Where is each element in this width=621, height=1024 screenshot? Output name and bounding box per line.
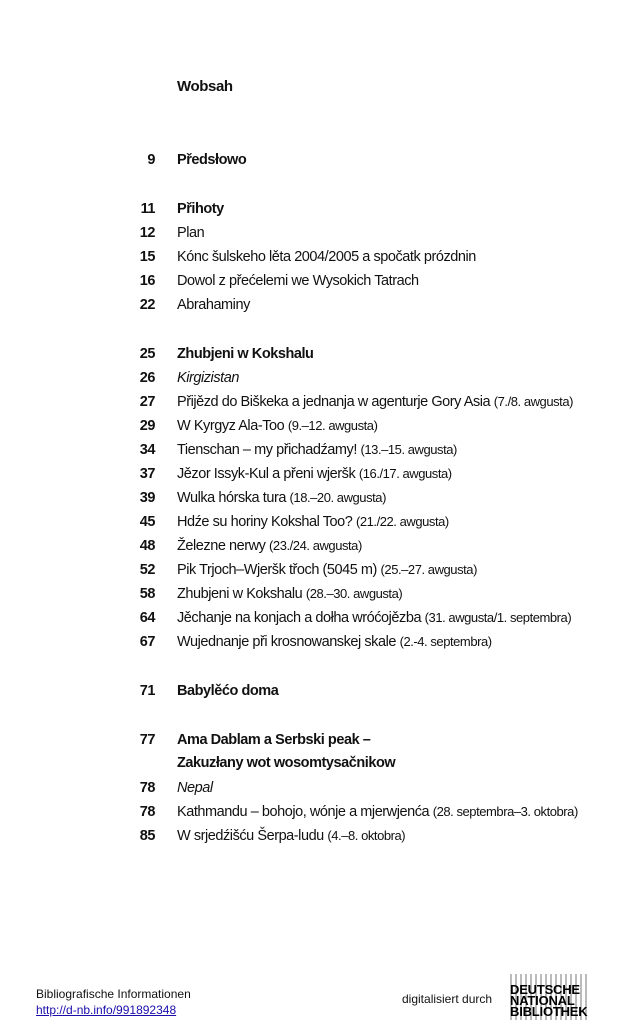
- toc-entry-text: [177, 294, 250, 316]
- toc-page-number: 15: [139, 249, 155, 265]
- toc-entry-text: [177, 825, 405, 847]
- toc-entry-dates: (9.–12. awgusta): [287, 418, 378, 433]
- toc-entry-text: [177, 149, 246, 171]
- toc-page-number: 34: [139, 442, 155, 458]
- toc-page-number: 29: [139, 418, 155, 434]
- toc-page-number: 78: [139, 780, 155, 796]
- toc-page-number: 58: [139, 586, 155, 602]
- toc-page-number: 25: [139, 346, 155, 362]
- toc-page-number: 67: [139, 634, 155, 650]
- toc-entry-text: [177, 631, 492, 653]
- toc-entry-title: Přijězd do Biškeka a jednanja w agenturje Gory Asia: [177, 394, 491, 410]
- toc-page-number: 45: [139, 514, 155, 530]
- toc-entry-dates: (4.–8. oktobra): [327, 828, 406, 843]
- bibliographic-label: Bibliografische Informationen: [36, 987, 191, 1001]
- toc-entry-title: Babylěćo doma: [177, 683, 279, 699]
- toc-entry-text: [177, 439, 457, 461]
- toc-entry-title: Zakuzłany wot wosomtysačnikow: [177, 755, 396, 771]
- toc-entry-title: Tienschan – my přichadźamy!: [177, 442, 357, 458]
- toc-entry-dates: (28. septembra–3. oktobra): [432, 804, 578, 819]
- toc-entry-dates: (7./8. awgusta): [493, 394, 573, 409]
- toc-entry-dates: (2.-4. septembra): [399, 634, 492, 649]
- toc-entry-dates: (31. awgusta/1. septembra): [424, 610, 572, 625]
- toc-page-number: 37: [139, 466, 155, 482]
- toc-entry-title: Kirgizistan: [177, 370, 239, 386]
- toc-entry-dates: (25.–27. awgusta): [380, 562, 477, 577]
- toc-entry-title: Plan: [177, 225, 205, 241]
- toc-page-number: 12: [139, 225, 155, 241]
- toc-entry-title: Kónc šulskeho lěta 2004/2005 a spočatk prózdnin: [177, 249, 476, 265]
- dnb-logo-word: DEUTSCHE: [510, 982, 580, 997]
- toc-entry-title: W Kyrgyz Ala-Too: [177, 418, 285, 434]
- toc-entry-text: [177, 680, 278, 702]
- toc-entry-title: Hdźe su horiny Kokshal Too?: [177, 514, 353, 530]
- toc-entry-title: Nepal: [177, 780, 213, 796]
- toc-page-number: 11: [140, 201, 155, 217]
- toc-entry-text: [177, 801, 578, 823]
- toc-entry-title: Zhubjeni w Kokshalu: [177, 346, 314, 362]
- toc-page-number: 85: [139, 828, 155, 844]
- toc-entry-dates: (18.–20. awgusta): [289, 490, 386, 505]
- toc-entry-text: [177, 222, 204, 244]
- toc-entry-text: [177, 777, 213, 799]
- toc-page-number: 16: [139, 273, 155, 289]
- toc-entry-text: [177, 198, 224, 220]
- toc-entry-title: Zhubjeni w Kokshalu: [177, 586, 303, 602]
- toc-entry-text: [177, 246, 476, 268]
- toc-entry-text: [177, 270, 419, 292]
- toc-entry-text: [177, 415, 377, 437]
- toc-entry-text: [177, 487, 386, 509]
- toc-entry-title: Předsłowo: [177, 152, 247, 168]
- toc-entry-text: [177, 511, 449, 533]
- toc-entry-text: [177, 343, 313, 365]
- toc-entry-text: [177, 391, 573, 413]
- bibliographic-info: [36, 986, 191, 1018]
- toc-entry-text: [177, 752, 395, 774]
- toc-entry-title: Kathmandu – bohojo, wónje a mjerwjenća: [177, 804, 430, 820]
- toc-entry-title: Wujednanje při krosnowanskej skale: [177, 634, 396, 650]
- toc-entry-text: [177, 607, 571, 629]
- toc-entry-title: Pik Trjoch–Wjeršk třoch (5045 m): [177, 562, 377, 578]
- toc-page-number: 27: [139, 394, 155, 410]
- toc-page-number: 39: [139, 490, 155, 506]
- toc-entry-title: Přihoty: [177, 201, 224, 217]
- toc-entry-title: Ama Dablam a Serbski peak –: [177, 732, 371, 748]
- toc-entry-text: [177, 535, 362, 557]
- dnb-logo-word: NATIONAL: [510, 993, 575, 1008]
- toc-entry-text: [177, 729, 370, 751]
- toc-page-number: 64: [139, 610, 155, 626]
- toc-entry-text: [177, 463, 452, 485]
- toc-page-number: 48: [139, 538, 155, 554]
- toc-entry-dates: (23./24. awgusta): [269, 538, 362, 553]
- toc-entry-title: Dowol z přećelemi we Wysokich Tatrach: [177, 273, 419, 289]
- toc-entry-dates: (16./17. awgusta): [358, 466, 452, 481]
- toc-entry-text: [177, 367, 239, 389]
- toc-entry-dates: (13.–15. awgusta): [360, 442, 457, 457]
- digitalized-by-label: digitalisiert durch: [402, 992, 493, 1006]
- dnb-logo-word: BIBLIOTHEK: [510, 1004, 588, 1019]
- toc-page-number: 71: [139, 683, 155, 699]
- toc-entry-dates: (21./22. awgusta): [355, 514, 449, 529]
- toc-entry-text: [177, 559, 477, 581]
- toc-title: Wobsah: [177, 78, 233, 95]
- dnb-logo: [507, 974, 591, 1020]
- toc-entry-title: W srjedźišću Šerpa-ludu: [177, 828, 324, 844]
- toc-entry-title: Jěchanje na konjach a dołha wróćojězba: [177, 610, 422, 626]
- toc-entry-title: Abrahaminy: [177, 297, 250, 313]
- toc-entry-dates: (28.–30. awgusta): [305, 586, 403, 601]
- toc-page-number: 52: [139, 562, 155, 578]
- toc-entry-title: Wulka hórska tura: [177, 490, 286, 506]
- bibliographic-link[interactable]: http://d-nb.info/991892348: [36, 1003, 177, 1017]
- toc-entry-title: Železne nerwy: [177, 538, 266, 554]
- toc-page-number: 22: [139, 297, 155, 313]
- toc-entry-title: Jězor Issyk-Kul a přeni wjeršk: [177, 466, 356, 482]
- toc-entry-text: [177, 583, 402, 605]
- toc-page-number: 78: [139, 804, 155, 820]
- toc-page-number: 9: [147, 152, 155, 168]
- toc-page-number: 77: [139, 732, 155, 748]
- toc-page-number: 26: [139, 370, 155, 386]
